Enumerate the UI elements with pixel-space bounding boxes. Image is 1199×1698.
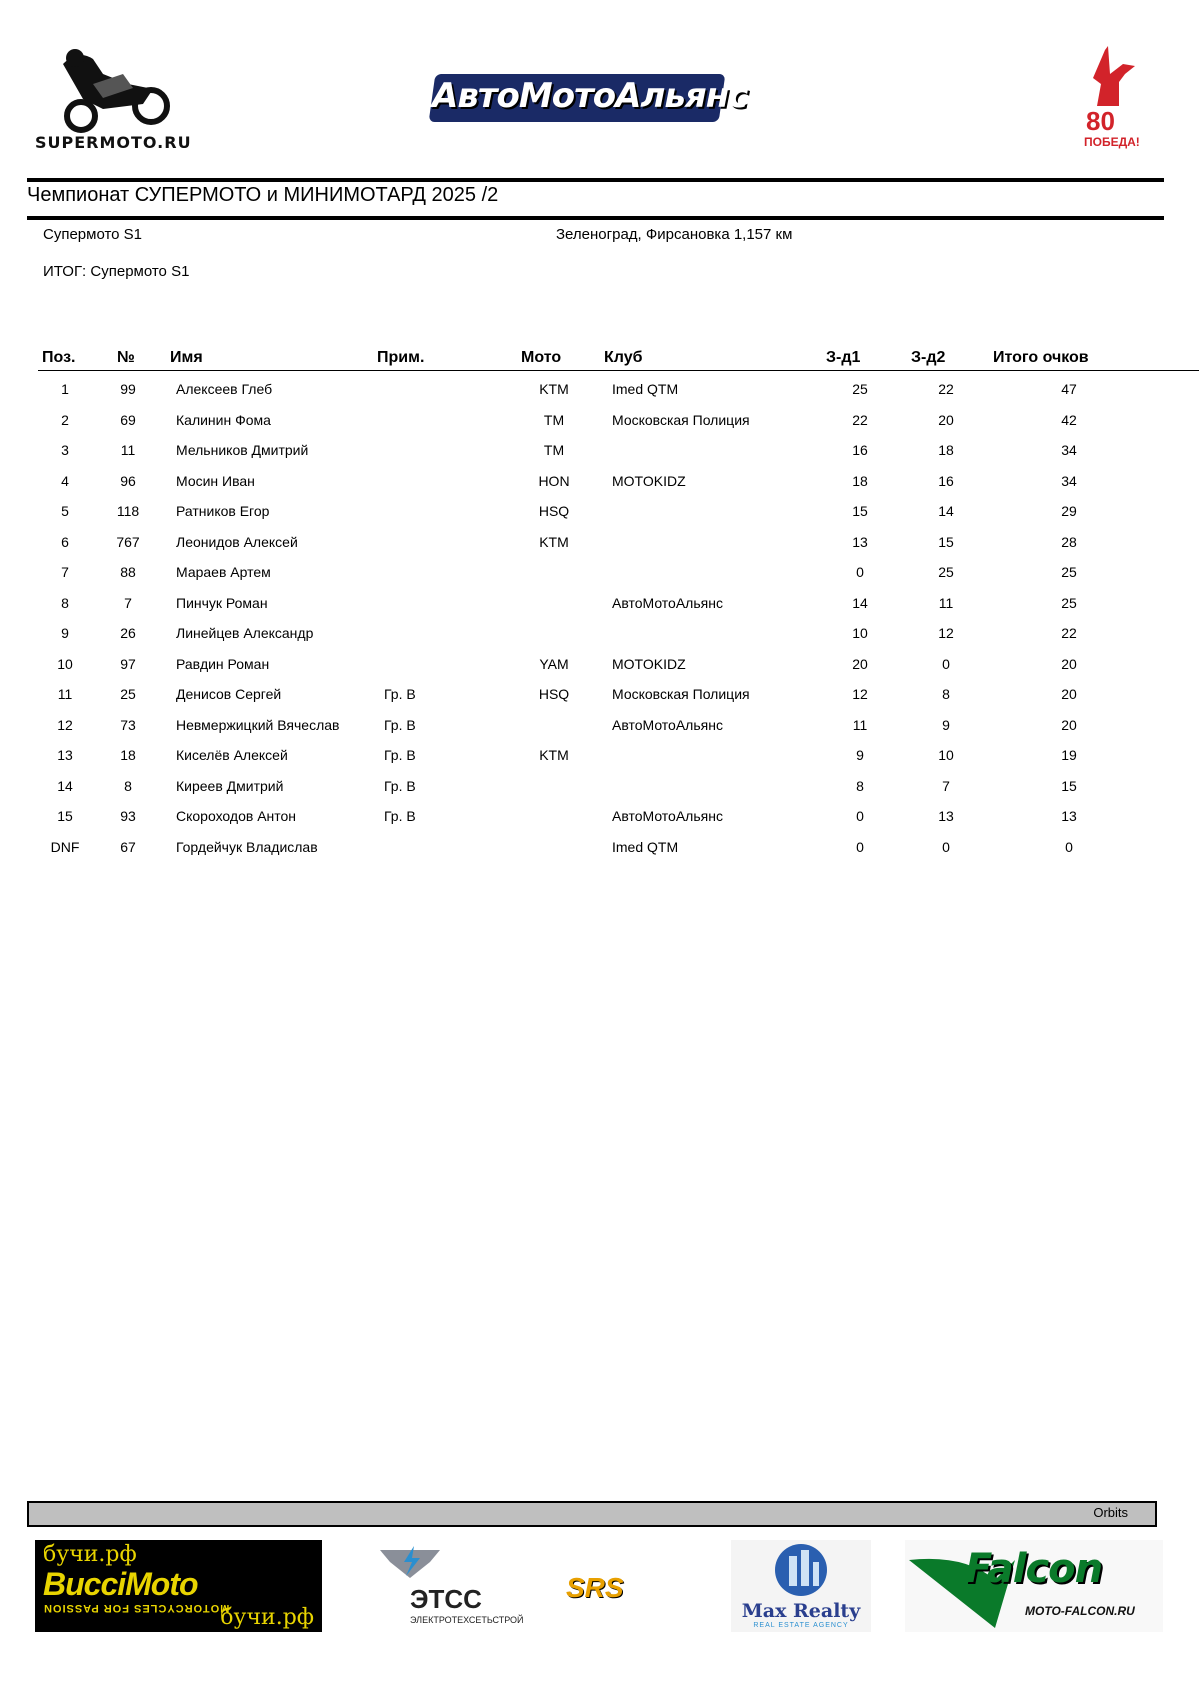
cell-name: Скороходов Антон [176,808,297,824]
cell-r1: 0 [856,808,864,824]
cell-pos: 5 [61,503,69,519]
table-row [0,656,1199,686]
cell-pos: 6 [61,533,69,550]
cell-pos: 13 [57,747,73,763]
cell-club: АвтоМотоАльянс [612,716,723,733]
cell-moto: YAM [539,655,569,672]
motherland-statue-icon [1075,44,1145,108]
cell-r1: 16 [852,442,868,458]
title-bottom-rule [27,216,1164,220]
cell-r2: 8 [942,686,950,702]
cell-r2: 10 [938,747,954,763]
cell-total: 28 [1061,533,1077,550]
cell-total: 29 [1061,503,1077,519]
cell-club: АвтоМотоАльянс [612,808,723,824]
cell-club: Московская Полиция [612,411,750,428]
cell-num: 8 [124,777,132,794]
cell-r2: 12 [938,625,954,641]
table-row [0,381,1199,411]
cell-num: 767 [116,533,140,550]
supermoto-logo [33,44,192,152]
cell-note: Гр. В [384,747,416,763]
table-row [0,503,1199,533]
avtomotoalians-logo-text: АвтоМотоАльянс [432,76,748,116]
cell-total: 19 [1061,747,1077,763]
cell-r2: 20 [938,411,954,428]
cell-total: 25 [1061,594,1077,611]
etcc-subtext: ЭЛЕКТРОТЕХСЕТЬСТРОЙ [410,1615,524,1625]
cell-num: 11 [120,442,136,458]
cell-pos: 15 [57,808,73,824]
cell-name: Ратников Егор [176,503,270,519]
cell-r2: 16 [938,472,954,489]
cell-pos: 7 [61,564,69,580]
falcon-logo [905,1540,1163,1632]
bucci-brand-text: BucciMoto [43,1566,198,1602]
cell-r1: 13 [852,533,868,550]
cell-moto: KTM [539,381,569,397]
cell-pos: 2 [61,411,69,428]
cell-r1: 14 [852,594,868,611]
cell-pos: 8 [61,594,69,611]
header-rule [38,370,1199,371]
cell-total: 34 [1061,472,1077,489]
cell-name: Леонидов Алексей [176,533,298,550]
cell-num: 97 [120,655,136,672]
cell-total: 42 [1061,411,1077,428]
cell-r1: 9 [856,747,864,763]
cell-r2: 13 [938,808,954,824]
header-name: Имя [170,349,203,366]
cell-total: 13 [1061,808,1077,824]
etcc-logo [370,1540,524,1632]
cell-r1: 0 [856,564,864,580]
cell-total: 47 [1061,381,1077,397]
cell-r1: 20 [852,655,868,672]
cell-num: 7 [124,594,132,611]
cell-r1: 8 [856,777,864,794]
header-r1: З-д1 [826,349,861,366]
max-realty-logo [731,1540,871,1632]
cell-r2: 9 [942,716,950,733]
cell-num: 67 [120,838,136,855]
max-realty-subtext: REAL ESTATE AGENCY [753,1622,849,1629]
cell-r1: 18 [852,472,868,489]
header-note: Прим. [377,349,425,366]
falcon-text: Falcon [965,1546,1103,1592]
cell-total: 20 [1061,716,1077,733]
page-title: Чемпионат СУПЕРМОТО и МИНИМОТАРД 2025 /2 [27,184,499,206]
cell-note: Гр. В [384,686,416,702]
cell-name: Киселёв Алексей [176,747,288,763]
cell-total: 20 [1061,655,1077,672]
cell-total: 25 [1061,564,1077,580]
table-row [0,534,1199,564]
cell-r1: 10 [852,625,868,641]
cell-name: Калинин Фома [176,411,271,428]
cell-moto: TM [543,442,565,458]
cell-r2: 18 [938,442,954,458]
cell-r1: 22 [852,411,868,428]
table-row [0,747,1199,777]
cell-num: 93 [120,808,136,824]
cell-pos: 10 [57,655,73,672]
cell-name: Мараев Артем [176,564,271,580]
cell-club: MOTOKIDZ [612,472,686,489]
cell-pos: 11 [57,686,73,702]
max-realty-text: Max Realty [741,1600,861,1622]
title-top-rule [27,178,1164,182]
cell-total: 15 [1061,777,1077,794]
supermoto-brand-text: SUPERMOTO.RU [35,133,192,152]
cell-name: Пинчук Роман [176,594,268,611]
table-row [0,717,1199,747]
cell-r2: 14 [938,503,954,519]
table-row [0,564,1199,594]
falcon-url: MOTO-FALCON.RU [1025,1604,1135,1618]
table-row [0,839,1199,869]
cell-total: 22 [1061,625,1077,641]
cell-pos: DNF [50,838,80,855]
header-r2: З-д2 [911,349,946,366]
cell-name: Гордейчук Владислав [176,838,318,855]
cell-r2: 7 [942,777,950,794]
bucci-top-text: бучи.рф [43,1542,137,1567]
cell-note: Гр. В [384,808,416,824]
header-pos: Поз. [42,349,76,366]
cell-r1: 0 [856,838,864,855]
orbits-label: Orbits [1093,1505,1128,1520]
cell-name: Линейцев Александр [176,625,314,641]
table-row [0,686,1199,716]
victory-80-number: 80 [1086,106,1115,136]
cell-r2: 0 [942,655,950,672]
cell-r1: 15 [852,503,868,519]
victory-80-logo [1075,44,1145,154]
diamond-lightning-icon [370,1542,450,1582]
cell-r1: 12 [852,686,868,702]
cell-moto: HSQ [538,686,570,702]
cell-name: Мельников Дмитрий [176,442,309,458]
cell-name: Денисов Сергей [176,686,282,702]
venue: Зеленоград, Фирсановка 1,157 км [556,226,793,243]
cell-name: Равдин Роман [176,655,270,672]
table-row [0,412,1199,442]
bucci-tagline: MOTORCYCLES FOR PASSION [43,1602,230,1614]
cell-total: 34 [1061,442,1077,458]
cell-pos: 3 [61,442,69,458]
cell-num: 26 [120,625,136,641]
cell-num: 88 [120,564,136,580]
cell-num: 69 [120,411,136,428]
cell-club: Московская Полиция [612,686,750,702]
cell-total: 0 [1065,838,1073,855]
header-club: Клуб [604,349,643,366]
table-row [0,473,1199,503]
cell-r2: 22 [938,381,954,397]
cell-moto: TM [543,411,565,428]
cell-club: MOTOKIDZ [612,655,686,672]
cell-r2: 25 [938,564,954,580]
srs-logo [560,1540,655,1632]
header-num: № [117,349,135,366]
cell-name: Невмержицкий Вячеслав [176,716,340,733]
cell-club: АвтоМотоАльянс [612,594,723,611]
cell-r2: 11 [938,594,954,611]
cell-pos: 4 [61,472,69,489]
class-name: Супермото S1 [43,226,143,243]
cell-num: 18 [120,747,136,763]
header-moto: Мото [521,349,562,366]
bucci-bottom-text: бучи.рф [220,1605,314,1630]
cell-pos: 9 [61,625,69,641]
city-globe-icon [731,1540,871,1598]
cell-r1: 25 [852,381,868,397]
table-row [0,442,1199,472]
cell-moto: HSQ [538,503,570,519]
table-row [0,625,1199,655]
cell-name: Киреев Дмитрий [176,777,284,794]
result-title: ИТОГ: Супермото S1 [43,263,190,280]
cell-pos: 12 [57,716,73,733]
buccimoto-logo [35,1540,322,1632]
cell-note: Гр. В [384,716,416,733]
cell-r2: 15 [938,533,954,550]
cell-name: Мосин Иван [176,472,255,489]
cell-pos: 14 [57,777,73,794]
cell-moto: HON [538,472,570,489]
table-row [0,595,1199,625]
srs-text: SRS [566,1572,624,1603]
table-row [0,778,1199,808]
cell-num: 99 [120,381,136,397]
cell-total: 20 [1061,686,1077,702]
cell-num: 118 [116,503,140,519]
cell-club: Imed QTM [612,381,679,397]
cell-num: 96 [120,472,136,489]
cell-moto: KTM [539,747,569,763]
cell-name: Алексеев Глеб [176,381,273,397]
cell-r1: 11 [852,716,868,733]
cell-num: 73 [120,716,136,733]
etcc-text: ЭТСС [410,1584,482,1614]
cell-note: Гр. В [384,777,416,794]
table-row [0,808,1199,838]
motorcycle-rider-icon [33,44,183,134]
cell-club: Imed QTM [612,838,679,855]
cell-num: 25 [120,686,136,702]
cell-pos: 1 [61,381,69,397]
cell-moto: KTM [539,533,569,550]
footer-bar [27,1501,1157,1527]
header-total: Итого очков [993,349,1089,366]
avtomotoalians-logo [432,70,748,128]
cell-r2: 0 [942,838,950,855]
victory-text: ПОБЕДА! [1084,135,1140,149]
